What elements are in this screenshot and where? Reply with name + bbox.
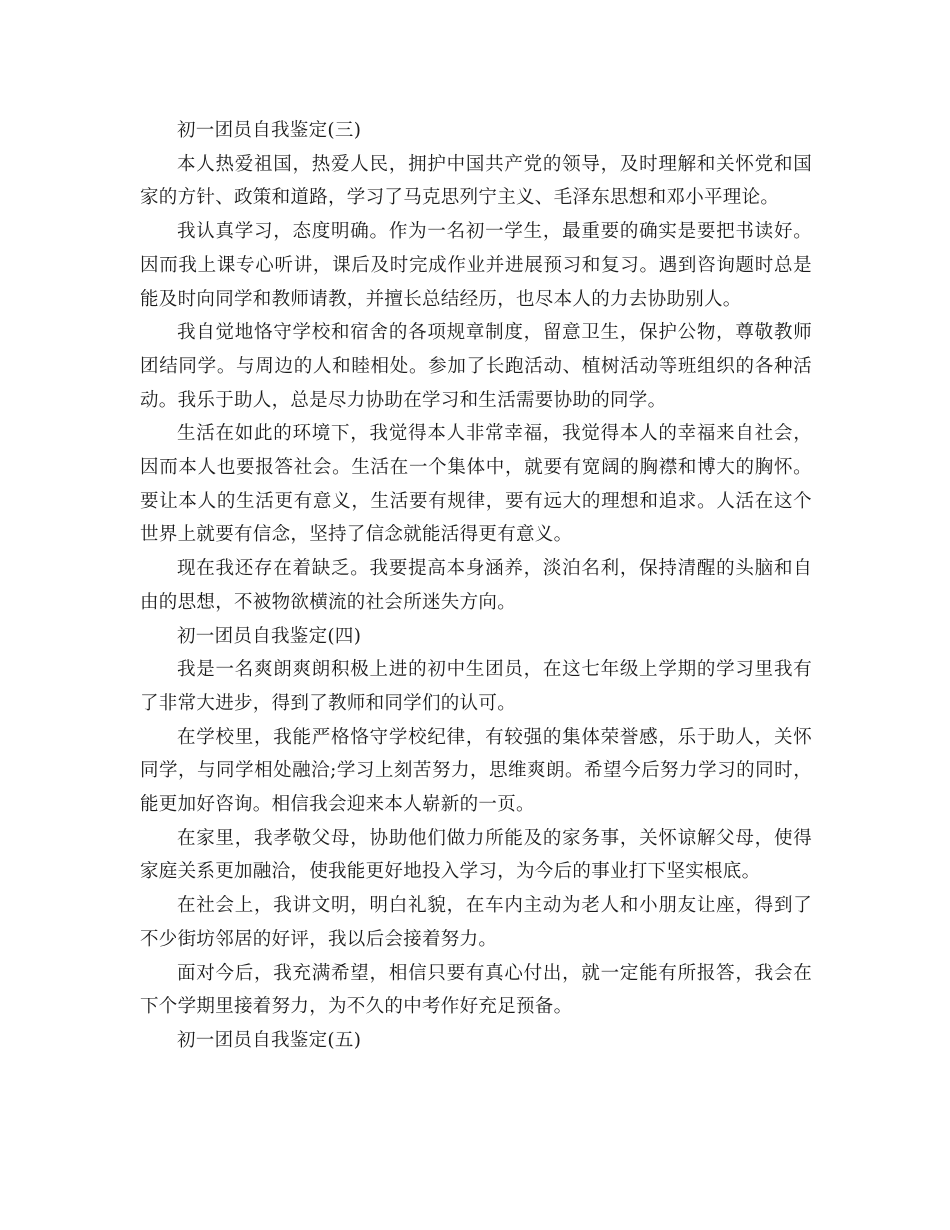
paragraph: 我自觉地恪守学校和宿舍的各项规章制度，留意卫生，保护公物，尊敬教师团结同学。与周边的人和睦相处。参加了长跑活动、植树活动等班组织的各种活动。我乐于助人，总是尽力协助在学习和生活需要协助的同学。 bbox=[140, 322, 812, 411]
paragraph: 我是一名爽朗爽朗积极上进的初中生团员，在这七年级上学期的学习里我有了非常大进步，得到了教师和同学们的认可。 bbox=[140, 659, 812, 714]
paragraph: 面对今后，我充满希望，相信只要有真心付出，就一定能有所报答，我会在下个学期里接着努力，为不久的中考作好充足预备。 bbox=[140, 962, 812, 1018]
paragraph: 我认真学习，态度明确。作为一名初一学生，最重要的确实是要把书读好。因而我上课专心听讲，课后及时完成作业并进展预习和复习。遇到咨询题时总是能及时向同学和教师请教，并擅长总结经历，也尽本人的力去协助别人。 bbox=[140, 221, 812, 310]
paragraph: 在社会上，我讲文明，明白礼貌，在车内主动为老人和小朋友让座，得到了不少街坊邻居的好评，我以后会接着努力。 bbox=[140, 895, 812, 950]
document-body bbox=[140, 114, 812, 1058]
section-heading-4: 初一团员自我鉴定(四) bbox=[177, 625, 362, 647]
paragraph: 在学校里，我能严格恪守学校纪律，有较强的集体荣誉感，乐于助人，关怀同学，与同学相处融洽;学习上刻苦努力，思维爽朗。希望今后努力学习的同时，能更加好咨询。相信我会迎来本人崭新的一页。 bbox=[140, 726, 812, 816]
paragraph: 生活在如此的环境下，我觉得本人非常幸福，我觉得本人的幸福来自社会，因而本人也要报答社会。生活在一个集体中，就要有宽阔的胸襟和博大的胸怀。要让本人的生活更有意义，生活要有规律，要有远大的理想和追求。人活在这个世界上就要有信念，坚持了信念就能活得更有意义。 bbox=[140, 423, 812, 546]
paragraph: 本人热爱祖国，热爱人民，拥护中国共产党的领导，及时理解和关怀党和国家的方针、政策和道路，学习了马克思列宁主义、毛泽东思想和邓小平理论。 bbox=[140, 153, 812, 209]
paragraph: 现在我还存在着缺乏。我要提高本身涵养，淡泊名利，保持清醒的头脑和自由的思想，不被物欲横流的社会所迷失方向。 bbox=[140, 558, 812, 613]
section-heading-3: 初一团员自我鉴定(三) bbox=[177, 120, 362, 141]
paragraph: 在家里，我孝敬父母，协助他们做力所能及的家务事，关怀谅解父母，使得家庭关系更加融洽，使我能更好地投入学习，为今后的事业打下坚实根底。 bbox=[140, 827, 812, 883]
section-heading-5: 初一团员自我鉴定(五) bbox=[177, 1029, 362, 1051]
